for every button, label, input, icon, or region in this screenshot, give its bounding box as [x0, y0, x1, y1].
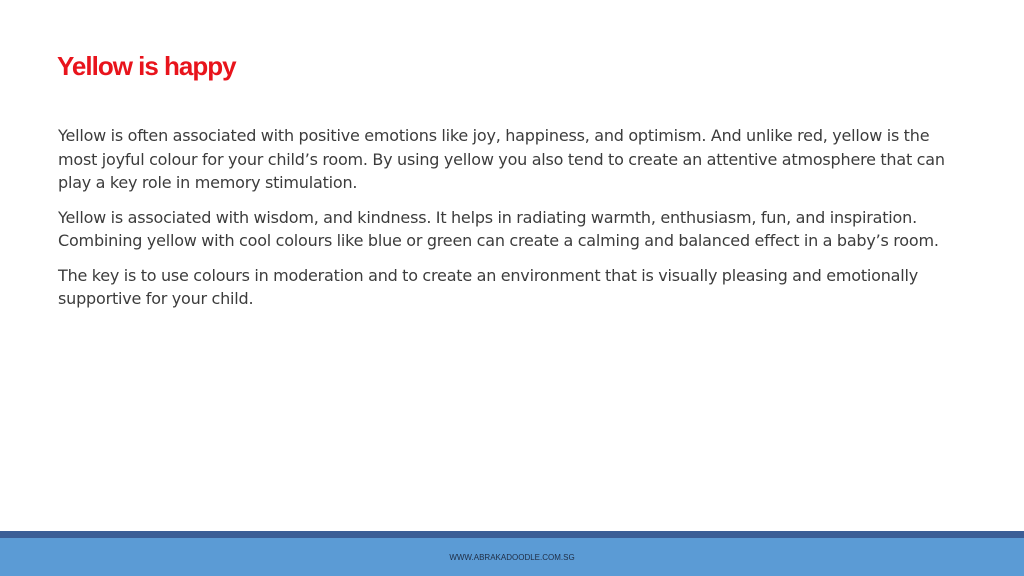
- footer-stripe: [0, 531, 1024, 538]
- body-paragraph-3: The key is to use colours in moderation and to create an environment that is visually pleasing and emotionally supportive for your child.: [58, 265, 919, 308]
- slide-title: Yellow is happy: [57, 51, 236, 81]
- body-paragraph-2: Yellow is associated with wisdom, and kindness. It helps in radiating warmth, enthusiasm, fun, and inspiration. Combining yellow with cool colours like blue or green can create a calming and balanced effect in a baby’s room.: [58, 207, 939, 250]
- slide-body: [58, 124, 958, 322]
- footer-website: WWW.ABRAKADOODLE.COM.SG: [449, 553, 575, 562]
- body-paragraph-1: Yellow is often associated with positive emotions like joy, happiness, and optimism. And unlike red, yellow is the most joyful colour for your child’s room. By using yellow you also tend to create an attentive atmosphere that can play a key role in memory stimulation.: [58, 126, 945, 192]
